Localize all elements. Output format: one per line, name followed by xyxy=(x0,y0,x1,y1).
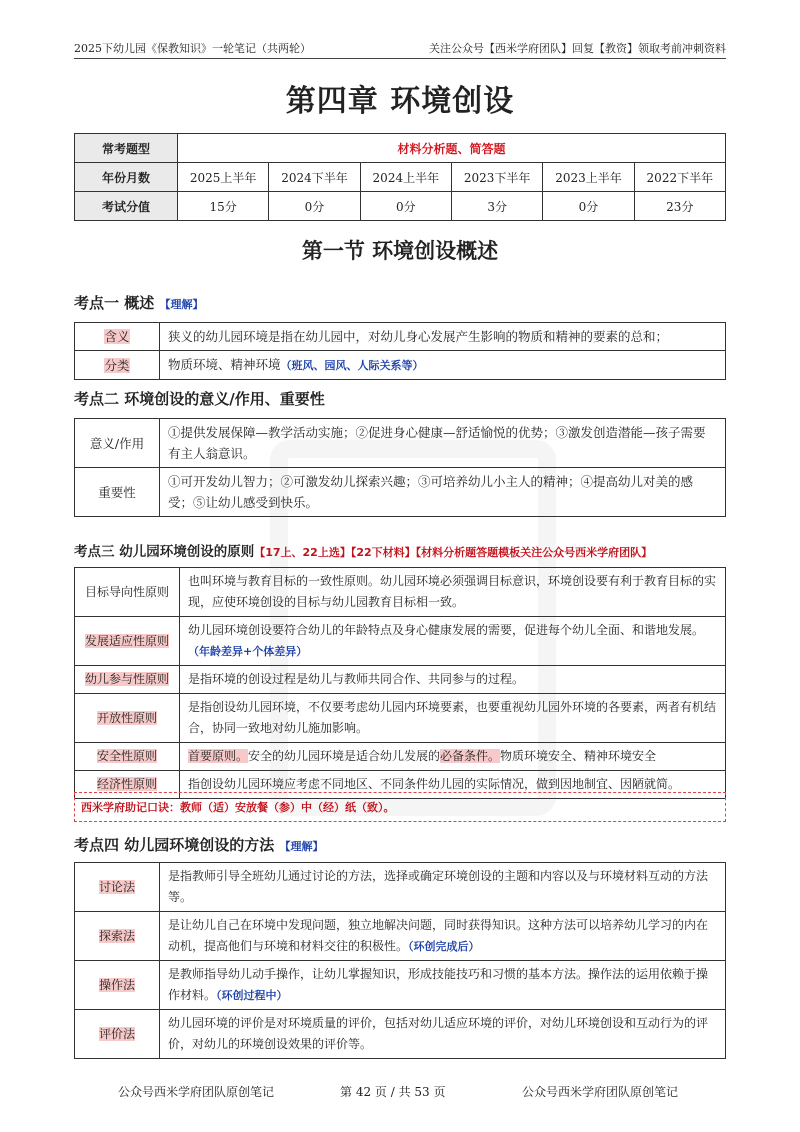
year-label: 年份月数 xyxy=(75,163,178,192)
kp3-table xyxy=(74,567,726,799)
kp1-key: 分类 xyxy=(104,357,130,373)
kp2-text: ①可开发幼儿智力；②可激发幼儿探索兴趣；③可培养幼儿小主人的精神；④提高幼儿对美的感受；⑤让幼儿感受到快乐。 xyxy=(160,468,726,517)
year-cell: 2024上半年 xyxy=(360,163,451,192)
year-cell: 2022下半年 xyxy=(634,163,725,192)
score-cell: 23分 xyxy=(634,192,725,221)
header-left-text: 2025下幼儿园《保教知识》一轮笔记（共两轮） xyxy=(74,42,311,55)
kp4-text: 是让幼儿自己在环境中发现问题，独立地解决问题，同时获得知识。这种方法可以培养幼儿学习的内在动机，提高他们与环境和材料交往的积极性。 xyxy=(168,918,709,953)
kp2-key: 意义/作用 xyxy=(75,419,160,468)
kp4-note: （环创过程中） xyxy=(216,989,288,1002)
footer-right: 公众号西米学府团队原创笔记 xyxy=(522,1085,679,1099)
kp3-key: 幼儿参与性原则 xyxy=(84,672,169,686)
kp1-text: 狭义的幼儿园环境是指在幼儿园中，对幼儿身心发展产生影响的物质和精神的要素的总和； xyxy=(160,323,726,351)
kp1-text: 物质环境、精神环境 xyxy=(168,357,281,372)
kp3-text-a: 首要原则。 xyxy=(188,749,249,763)
kp1-key: 含义 xyxy=(104,329,130,344)
footer-page-number: 第 42 页 / 共 53 页 xyxy=(340,1085,446,1099)
kp3-text: 是指创设幼儿园环境，不仅要考虑幼儿园内环境要素，也要重视幼儿园外环境的各要素，两者有机结合，协同一致地对幼儿施加影响。 xyxy=(180,694,726,743)
kp4-text: 幼儿园环境的评价是对环境质量的评价，包括对幼儿适应环境的评价，对幼儿环境创设和互动行为的评价，对幼儿的环境创设效果的评价等。 xyxy=(160,1010,726,1059)
kp3-text: 也叫环境与教育目标的一致性原则。幼儿园环境必须强调目标意识，环境创设要有利于教育目标的实现，应使环境创设的目标与幼儿园教育目标相一致。 xyxy=(180,568,726,617)
kp1-heading xyxy=(74,292,203,313)
score-cell: 0分 xyxy=(543,192,634,221)
question-type-label: 常考题型 xyxy=(75,134,178,163)
kp3-text: 是指环境的创设过程是幼儿与教师共同合作、共同参与的过程。 xyxy=(180,666,726,694)
kp4-note: （环创完成后） xyxy=(408,940,480,953)
kp4-heading xyxy=(74,834,323,855)
exam-info-table xyxy=(74,133,726,221)
score-cell: 0分 xyxy=(360,192,451,221)
kp3-text-c: 必备条件。 xyxy=(440,749,501,763)
kp3-text-d: 物质环境安全、精神环境安全 xyxy=(500,749,657,763)
kp4-key: 操作法 xyxy=(98,977,135,992)
kp3-key: 安全性原则 xyxy=(96,749,157,763)
year-cell: 2023下半年 xyxy=(451,163,542,192)
kp4-text: 是指教师引导全班幼儿通过讨论的方法，选择或确定环境创设的主题和内容以及与环境材料互动的方法等。 xyxy=(160,863,726,912)
kp1-note: （班风、园风、人际关系等） xyxy=(280,359,424,372)
year-cell: 2023上半年 xyxy=(543,163,634,192)
kp4-title: 考点四 幼儿园环境创设的方法 xyxy=(74,836,275,854)
kp4-text: 是教师指导幼儿动手操作，让幼儿掌握知识，形成技能技巧和习惯的基本方法。操作法的运用依赖于操作材料。 xyxy=(168,967,709,1002)
kp3-key: 目标导向性原则 xyxy=(75,568,180,617)
kp4-tag: 【理解】 xyxy=(279,840,324,853)
kp3-tags: 【17上、22上选】【22下材料】【材料分析题答题模板关注公众号西米学府团队】 xyxy=(254,546,653,559)
kp4-key: 评价法 xyxy=(98,1026,135,1041)
kp2-heading: 考点二 环境创设的意义/作用、重要性 xyxy=(74,390,325,408)
section-title: 第一节 环境创设概述 xyxy=(301,239,499,263)
year-cell: 2025上半年 xyxy=(178,163,269,192)
chapter-title: 第四章 环境创设 xyxy=(285,84,515,119)
kp3-text: 指创设幼儿园环境应考虑不同地区、不同条件幼儿园的实际情况，做到因地制宜、因陋就简。 xyxy=(180,771,726,799)
score-cell: 3分 xyxy=(451,192,542,221)
kp1-table xyxy=(74,322,726,380)
kp3-title: 考点三 幼儿园环境创设的原则 xyxy=(74,544,255,560)
kp4-table xyxy=(74,862,726,1059)
kp4-key: 探索法 xyxy=(98,928,135,943)
score-cell: 15分 xyxy=(178,192,269,221)
mnemonic-box: 西米学府助记口诀：教师（适）安放餐（参）中（经）纸（致）。 xyxy=(74,792,726,822)
score-cell: 0分 xyxy=(269,192,360,221)
kp2-key: 重要性 xyxy=(75,468,160,517)
kp2-table xyxy=(74,418,726,517)
header-right-text: 关注公众号【西米学府团队】回复【教资】领取考前冲刺资料 xyxy=(429,42,726,55)
kp4-key: 讨论法 xyxy=(98,879,135,894)
score-label: 考试分值 xyxy=(75,192,178,221)
kp1-title: 考点一 概述 xyxy=(74,294,155,312)
kp3-text: 幼儿园环境创设要符合幼儿的年龄特点及身心健康发展的需要，促进每个幼儿全面、和谐地发展。 xyxy=(188,623,705,637)
kp3-key: 开放性原则 xyxy=(96,710,157,725)
page-header xyxy=(74,36,726,59)
kp3-heading xyxy=(74,540,652,560)
kp1-tag: 【理解】 xyxy=(159,298,204,311)
footer-left: 公众号西米学府团队原创笔记 xyxy=(118,1085,275,1099)
kp3-key: 经济性原则 xyxy=(96,777,157,791)
kp3-key: 发展适应性原则 xyxy=(84,633,169,648)
kp2-text: ①提供发展保障—教学活动实施；②促进身心健康—舒适愉悦的优势；③激发创造潜能—孩子需要有主人翁意识。 xyxy=(160,419,726,468)
kp3-text-b: 安全的幼儿园环境是适合幼儿发展的 xyxy=(248,749,441,763)
kp3-note: （年龄差异+个体差异） xyxy=(188,645,308,658)
year-cell: 2024下半年 xyxy=(269,163,360,192)
question-types: 材料分析题、简答题 xyxy=(178,134,726,163)
